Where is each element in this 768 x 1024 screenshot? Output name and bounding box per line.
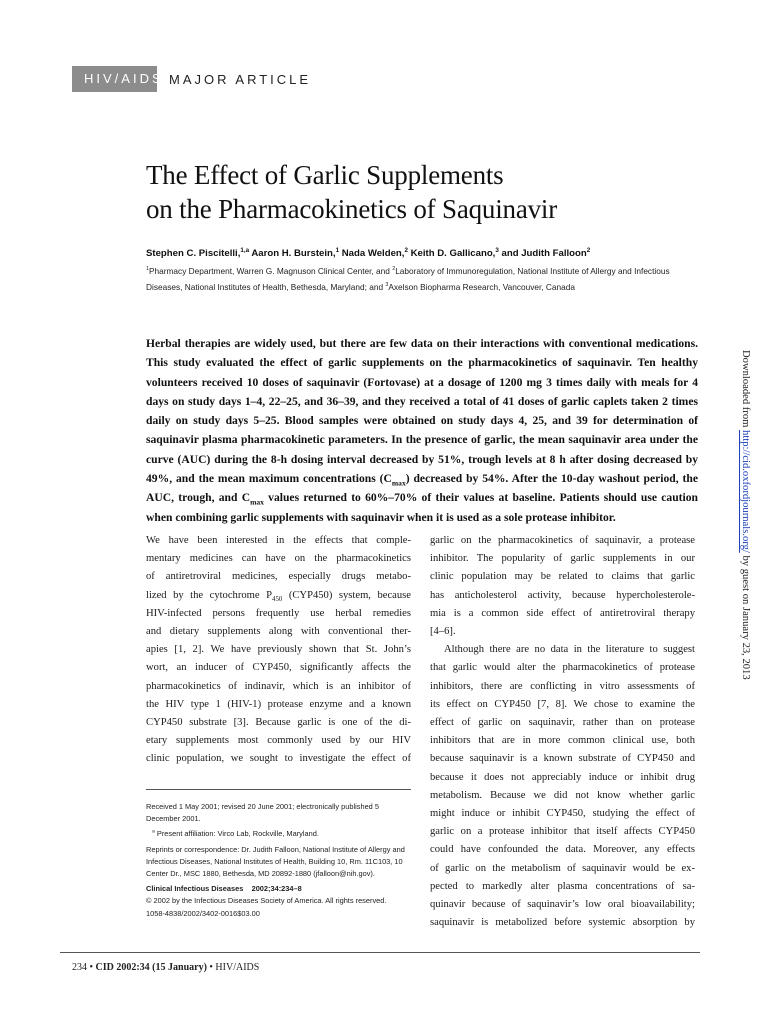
footnote-text: Present affiliation: Virco Lab, Rockville, Maryland. <box>154 829 319 839</box>
body-line: because saquinavir is a known substrate of CYP450 and <box>430 753 695 765</box>
page-number: 234 <box>72 962 87 973</box>
abstract-line: saquinavir plasma pharmacokinetic parameters. In the presence of garlic, the mean saquinavir area under the <box>146 433 698 447</box>
abstract-line: when combining garlic supplements with saquinavir when it is used as a sole protease inhibitor. <box>146 510 616 524</box>
body-line: pharmacokinetics of indinavir, which is an inhibitor of <box>146 680 411 692</box>
body-line: its effect on CYP450 [7, 8]. We chose to examine the <box>430 698 695 710</box>
page-footer <box>72 962 259 973</box>
author-name: Nada Welden, <box>339 248 405 259</box>
affiliation-text: Laboratory of Immunoregulation, National Institute of Allergy and Infectious <box>395 266 670 276</box>
body-line: garlic on the pharmacokinetics of saquinavir, a protease <box>430 535 695 546</box>
title-line-1: The Effect of Garlic Supplements <box>146 160 504 190</box>
body-line: mia is a common side effect of antiretroviral therapy <box>430 607 695 619</box>
affiliation-text: Diseases, National Institutes of Health, Bethesda, Maryland; and <box>146 281 386 292</box>
body-line: the HIV type 1 (HIV-1) protease enzyme and a known <box>146 698 411 710</box>
citation: 2002;34:234–8 <box>251 884 302 894</box>
journal-issue: CID 2002:34 (15 January) <box>95 962 207 973</box>
abstract-text: AUC, trough, and C <box>146 491 251 505</box>
body-line: inhibitor. The popularity of garlic supplements in our <box>430 553 695 565</box>
body-line: [4–6]. <box>430 626 456 638</box>
body-line: apies [1, 2]. We have previously shown that St. John’s <box>146 644 411 656</box>
body-line: has anticholesterol activity, because hypercholesterole- <box>430 589 695 601</box>
footer-separator: • <box>87 962 96 973</box>
abstract-text: ) decreased by 54%. After the 10-day washout period, the <box>405 472 698 486</box>
footer-separator: • <box>206 962 216 973</box>
body-text: lized by the cytochrome P <box>146 589 273 601</box>
body-line: mentary medicines can have on the pharmacokinetics <box>146 553 411 565</box>
body-line: of garlic on the metabolism of saquinavir would be ex- <box>430 862 695 874</box>
affiliation-text: Axelson Biopharma Research, Vancouver, Canada <box>388 281 575 292</box>
abstract-line: This study evaluated the effect of garlic supplements on the pharmacokinetics of saquinavir. Ten healthy <box>146 356 698 370</box>
received-note <box>146 801 411 825</box>
affiliation-mark: 2 <box>392 266 396 273</box>
body-line <box>146 587 411 605</box>
abstract-line: volunteers received 10 doses of saquinavir (Fortovase) at a dosage of 1200 mg 3 times daily with meals for 4 <box>146 375 698 389</box>
journal-citation <box>146 883 411 895</box>
footnote-line: Infectious Diseases, National Institutes of Health, Building 10, Rm. 11C103, 10 <box>146 856 403 866</box>
article-title <box>146 158 557 226</box>
author-affiliation-mark: 1 <box>335 246 340 254</box>
body-line: etary supplements most commonly used by our HIV <box>146 735 411 747</box>
body-column-right <box>430 532 695 932</box>
abstract-line: daily on study days 5–25. Blood samples were obtained on study days 4, 25, and 39 for determination of <box>146 414 698 428</box>
download-suffix: by guest on January 23, 2013 <box>740 552 751 680</box>
body-line: Although there are no data in the literature to suggest <box>444 644 695 656</box>
author-name: Stephen C. Piscitelli, <box>146 248 241 259</box>
footnote-divider <box>146 789 411 790</box>
body-text: (CYP450) system, because <box>282 589 411 601</box>
author-affiliation-mark: 2 <box>586 246 591 254</box>
abstract-line: days on study days 1–4, 22–25, and 36–39, and they received a total of 41 doses of garlic caplets taken 2 times <box>146 394 698 408</box>
author-name: Keith D. Gallicano, <box>407 248 496 259</box>
author-affiliation-mark: 2 <box>404 246 408 254</box>
download-prefix: Downloaded from <box>740 350 751 431</box>
download-notice <box>740 350 756 780</box>
body-line: CYP450 substrate [3]. Because garlic is one of the di- <box>146 717 411 729</box>
article-type: MAJOR ARTICLE <box>169 71 312 87</box>
footer-section: HIV/AIDS <box>215 962 260 973</box>
author-name: and Judith Falloon <box>498 248 587 259</box>
body-line: because it does not appreciably induce or inhibit drug <box>430 771 695 783</box>
author-affiliation-mark: 3 <box>495 246 499 254</box>
journal-name: Clinical Infectious Diseases <box>146 884 244 894</box>
download-notice-text <box>740 350 751 680</box>
footnote-line: Received 1 May 2001; revised 20 June 2001; electronically published 5 <box>146 802 379 811</box>
footnote-line <box>146 828 411 840</box>
body-line: pected to markedly alter plasma concentrations of sa- <box>430 880 695 892</box>
abstract-line <box>146 469 698 488</box>
body-line: wort, an inducer of CYP450, significantly affects the <box>146 662 411 674</box>
title-line-2: on the Pharmacokinetics of Saquinavir <box>146 194 557 224</box>
body-line: quinavir because of saquinavir’s low oral bioavailability; <box>430 899 695 911</box>
body-line: might induce or inhibit CYP450, studying the effect of <box>430 808 695 820</box>
footnote-mark: a <box>152 829 155 835</box>
affiliation-mark: 1 <box>146 266 149 273</box>
footnote-line: Center Dr., MSC 1880, Bethesda, MD 20892-1880 (jfalloon@nih.gov). <box>146 869 375 879</box>
author-name: Aaron H. Burstein, <box>249 248 336 259</box>
body-line: that garlic would alter the pharmacokinetics of protease <box>430 662 695 674</box>
abstract-line: Herbal therapies are widely used, but there are few data on their interactions with conventional medications. <box>146 337 698 350</box>
affiliation-mark: 3 <box>385 281 389 288</box>
footer-divider <box>60 952 700 953</box>
section-tag: HIV/AIDS <box>72 66 157 92</box>
body-line: saquinavir is metabolized before systemic absorption by <box>430 917 695 929</box>
body-line: metabolism. Because we did not know whether garlic <box>430 789 695 801</box>
cmax-subscript: max <box>391 478 406 488</box>
p450-subscript: 450 <box>272 595 283 603</box>
body-line: effect of garlic on saquinavir, rather than on protease <box>430 717 695 729</box>
reprints-note <box>146 844 411 881</box>
body-line: and dietary supplements along with conventional ther- <box>146 626 411 638</box>
issn: 1058-4838/2002/3402-0016$03.00 <box>146 908 260 918</box>
author-list <box>146 248 590 259</box>
affiliations <box>146 264 706 295</box>
body-line: clinic population may be related to claims that garlic <box>430 571 695 583</box>
footnote-line: Reprints or correspondence: Dr. Judith Falloon, National Institute of Allergy and <box>146 844 405 854</box>
copyright: © 2002 by the Infectious Diseases Society of America. All rights reserved. <box>146 896 387 906</box>
footnotes <box>146 801 411 920</box>
affiliation-text: Pharmacy Department, Warren G. Magnuson Clinical Center, and <box>149 266 393 276</box>
body-line: HIV-infected persons frequently use herbal remedies <box>146 607 411 619</box>
body-line: inhibitors that are in more common clinical use, both <box>430 735 695 747</box>
body-line: garlic on a protease inhibitor that itself affects CYP450 <box>430 826 695 838</box>
abstract-line: curve (AUC) during the 8-h dosing interval decreased by 51%, trough levels at 8 h after dosing decreased by <box>146 452 698 466</box>
article-header <box>72 66 311 92</box>
abstract-text: 49%, and the mean maximum concentrations (C <box>146 472 392 486</box>
body-line: We have been interested in the effects that comple- <box>146 535 411 546</box>
body-line: could have confounded the data. Moreover, any effects <box>430 844 695 856</box>
journal-site-link[interactable]: http://cid.oxfordjournals.org/ <box>740 430 751 553</box>
author-affiliation-mark: 1,a <box>240 246 250 254</box>
footnote-line: December 2001. <box>146 814 201 824</box>
abstract-text: values returned to 60%–70% of their values at baseline. Patients should use caution <box>263 491 698 505</box>
body-column-left <box>146 532 411 769</box>
body-line: of antiretroviral medicines, especially drugs metabo- <box>146 571 411 583</box>
affiliation-note <box>146 828 411 840</box>
body-line: inhibitors, there are conflicting in vitro assessments of <box>430 680 695 692</box>
cmax-subscript: max <box>250 497 264 507</box>
abstract <box>146 334 698 527</box>
body-line: clinic population, we sought to investigate the effect of <box>146 753 411 765</box>
abstract-line <box>146 488 698 507</box>
